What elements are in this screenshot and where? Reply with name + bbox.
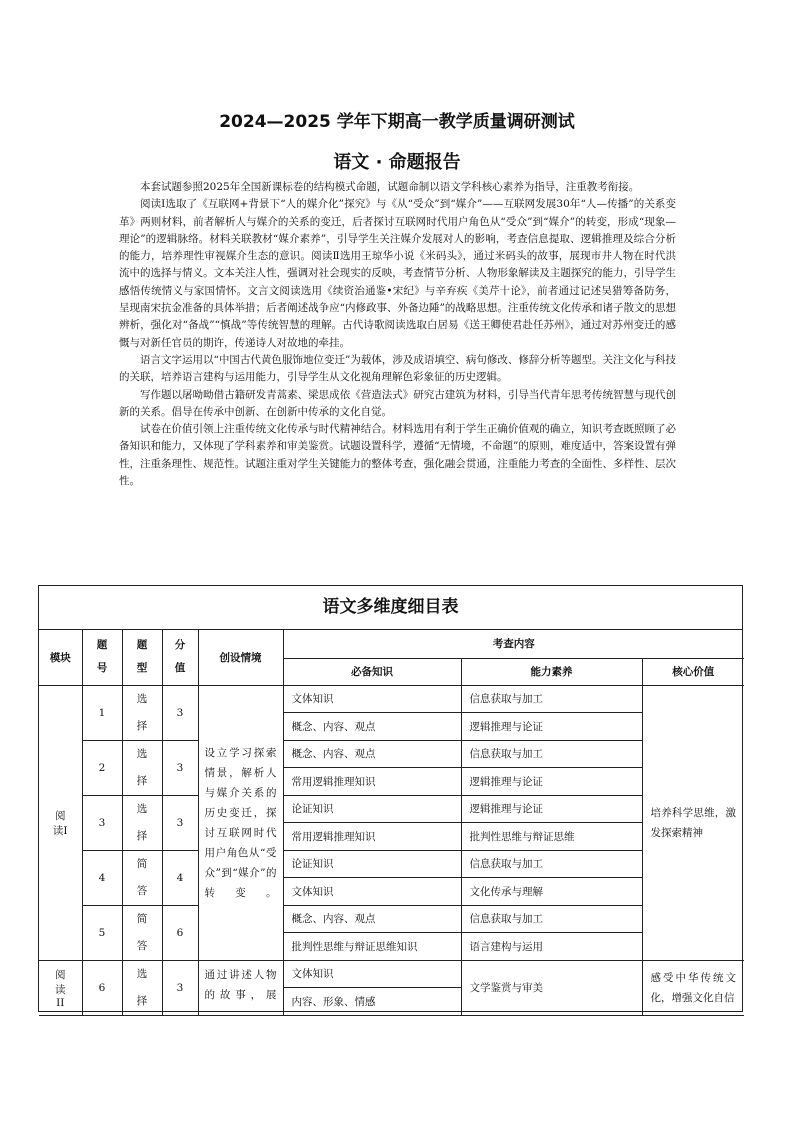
- qno-cell: 5: [82, 905, 122, 960]
- paragraph: 写作题以屠呦呦借古籍研发青蒿素、梁思成依《营造法式》研究古建筑为材料，引导当代青年思考传统智慧与现代创新的关系。倡导在传承中创新、在创新中传承的文化自觉。: [119, 388, 676, 418]
- header-score: 分值: [162, 630, 198, 685]
- qtype-cell: 选择: [122, 685, 162, 740]
- knowledge-cell: 内容、形象、情感: [283, 988, 461, 1016]
- spec-table: [39, 630, 744, 1016]
- paragraph: 阅读Ⅰ选取了《互联网+背景下“人的媒介化”探究》与《从“受众”到“媒介”——互联网发展30年“人—传播”的关系变革》两则材料，前者解析人与媒介的关系的变迁，后者探讨互联网时代用户角色从“受众”到“媒介”的转变，形成“现象—理论”的逻辑脉络。材料关联教材“媒介素养”，引导学生关注媒介发展对人的影响，考查信息提取、逻辑推理及综合分析的能力，培养理性审视媒介生态的意识。阅读Ⅱ选用王琼华小说《米码头》，通过米码头的故事，展现市井人物在时代洪流中的选择与情义。文本关注人性，强调对社会现实的反映，考查情节分析、人物形象解读及主题探究的能力，引导学生感悟传统情义与家国情怀。文言文阅读选用《续资治通鉴•宋纪》与辛弃疾《美芹十论》，前者通过记述吴猎筹备防务，呈现南宋抗金准备的具体举措；后者阐述战争应“内修政事、外备边陲”的战略思想。注重传统文化传承和诸子散文的思想辨析，强化对“备战”“慎战”等传统智慧的理解。古代诗歌阅读选取白居易《送王卿使君赴任苏州》，通过对苏州变迁的感慨与对新任官员的期许，传递诗人对故地的牵挂。: [119, 198, 676, 349]
- header-scenario: 创设情境: [198, 630, 283, 685]
- paragraph: 试卷在价值引领上注重传统文化传承与时代精神结合。材料选用有利于学生正确价值观的确立，知识考查既照顾了必备知识和能力，又体现了学科素养和审美鉴赏。试题设置科学，遵循“无情境，不命题”的原则，难度适中，答案设置有弹性，注重条理性、规范性。试题注重对学生关键能力的整体考查，强化融会贯通，注重能力考查的全面性、多样性、层次性。: [119, 423, 676, 488]
- knowledge-cell: 文体知识: [283, 960, 461, 988]
- knowledge-cell: 文体知识: [283, 685, 461, 713]
- module-cell: 阅读II: [39, 960, 82, 1015]
- ability-cell: 逻辑推理与论证: [461, 768, 642, 796]
- header-qtype: 题型: [122, 630, 162, 685]
- qno-cell: 4: [82, 850, 122, 905]
- report-subtitle: 语文 · 命题报告: [333, 152, 461, 173]
- ability-cell: 批判性思维与辩证思维: [461, 823, 642, 851]
- knowledge-cell: 常用逻辑推理知识: [283, 823, 461, 851]
- ability-cell: 信息获取与加工: [461, 685, 642, 713]
- ability-cell: 逻辑推理与论证: [461, 713, 642, 741]
- ability-cell: 语言建构与运用: [461, 933, 642, 961]
- paragraph: 本套试题参照2025年全国新课标卷的结构模式命题，试题命制以语文学科核心素养为指导，注重教考衔接。: [140, 181, 640, 193]
- score-cell: 3: [162, 795, 198, 850]
- score-cell: 4: [162, 850, 198, 905]
- knowledge-cell: 论证知识: [283, 850, 461, 878]
- table-title: 语文多维度细目表: [39, 586, 742, 630]
- knowledge-cell: 概念、内容、观点: [283, 713, 461, 741]
- report-body: [119, 179, 676, 490]
- knowledge-cell: 论证知识: [283, 795, 461, 823]
- spec-table-container: [38, 585, 743, 1012]
- module-cell: 阅读I: [39, 685, 82, 960]
- knowledge-cell: 概念、内容、观点: [283, 740, 461, 768]
- ability-cell: 文化传承与理解: [461, 878, 642, 906]
- ability-cell: 信息获取与加工: [461, 905, 642, 933]
- knowledge-cell: 常用逻辑推理知识: [283, 768, 461, 796]
- qtype-cell: 简答: [122, 850, 162, 905]
- value-cell: 培养科学思维，激发探索精神: [642, 685, 744, 960]
- qno-cell: 2: [82, 740, 122, 795]
- scenario-cell: 通过讲述人物的故事，展: [198, 960, 283, 1015]
- qtype-cell: 选择: [122, 740, 162, 795]
- header-ability: 能力素养: [461, 658, 642, 685]
- header-module: 模块: [39, 630, 82, 685]
- header-knowledge: 必备知识: [283, 658, 461, 685]
- qno-cell: 1: [82, 685, 122, 740]
- knowledge-cell: 批判性思维与辩证思维知识: [283, 933, 461, 961]
- qtype-cell: 简答: [122, 905, 162, 960]
- score-cell: 3: [162, 740, 198, 795]
- knowledge-cell: 文体知识: [283, 878, 461, 906]
- score-cell: 6: [162, 905, 198, 960]
- scenario-cell: 设立学习探索情景，解析人与媒介关系的历史变迁，探讨互联网时代用户角色从“受众”到“媒介”的转变。: [198, 685, 283, 960]
- ability-cell: 文学鉴赏与审美: [461, 960, 642, 1015]
- header-content: 考查内容: [283, 630, 744, 658]
- paragraph: 语言文字运用以“中国古代黄色服饰地位变迁”为载体，涉及成语填空、病句修改、修辞分析等题型。关注文化与科技的关联，培养语言建构与运用能力，引导学生从文化视角理解色彩象征的历史逻辑。: [119, 353, 676, 384]
- ability-cell: 信息获取与加工: [461, 740, 642, 768]
- score-cell: 3: [162, 685, 198, 740]
- report-title: 2024—2025 学年下期高一教学质量调研测试: [219, 112, 575, 132]
- qno-cell: 6: [82, 960, 122, 1015]
- qtype-cell: 选择: [122, 795, 162, 850]
- knowledge-cell: 概念、内容、观点: [283, 905, 461, 933]
- ability-cell: 逻辑推理与论证: [461, 795, 642, 823]
- value-cell: 感受中华传统文化，增强文化自信: [642, 960, 744, 1015]
- score-cell: 3: [162, 960, 198, 1015]
- header-qno: 题号: [82, 630, 122, 685]
- qtype-cell: 选择: [122, 960, 162, 1015]
- header-value: 核心价值: [642, 658, 744, 685]
- qno-cell: 3: [82, 795, 122, 850]
- ability-cell: 信息获取与加工: [461, 850, 642, 878]
